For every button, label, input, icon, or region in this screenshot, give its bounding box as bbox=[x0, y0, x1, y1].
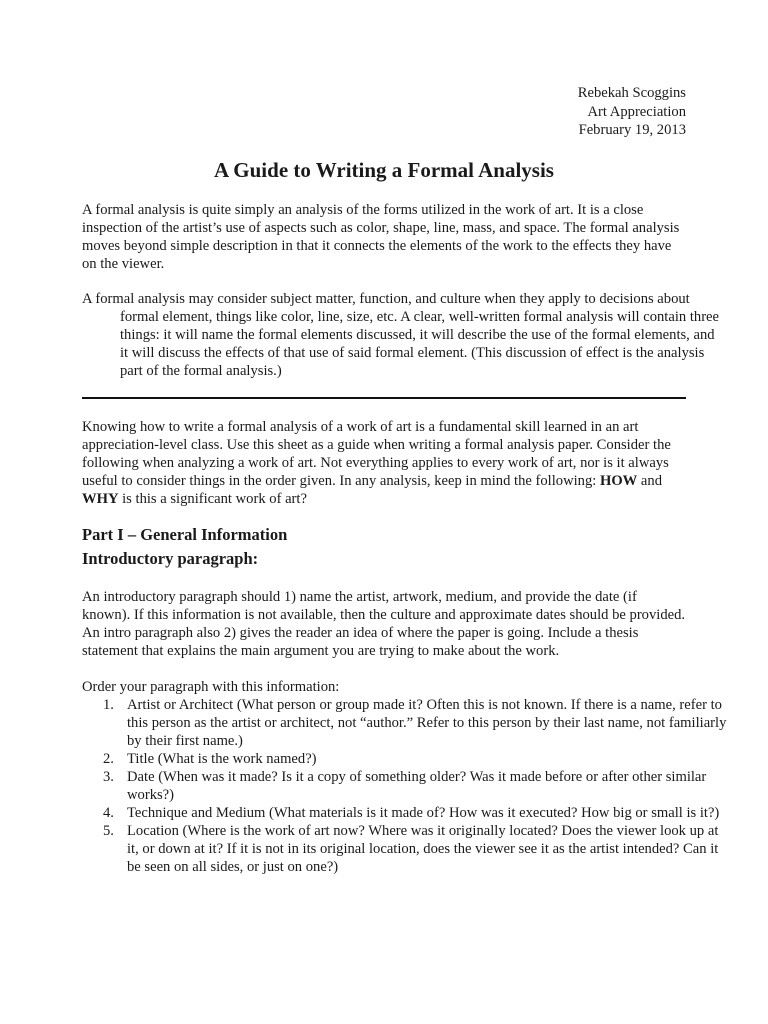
document-date: February 19, 2013 bbox=[578, 122, 686, 138]
guide-paragraph-text: Knowing how to write a formal analysis of a work of art is a fundamental skill learned in an art appreciation-level class. Use this sheet as a guide when writing a formal analysis paper. Consider the following when analyzing a work of art. Not everything applies to every work of art, nor is it always useful to consider things in the order given. In any analysis, keep in mind the following: bbox=[82, 419, 671, 489]
section-heading: Introductory paragraph: bbox=[82, 549, 259, 568]
list-item-text: Technique and Medium (What materials is it made of? How was it executed? How big or small is it?) bbox=[127, 805, 720, 821]
guide-paragraph-tail: is this a significant work of art? bbox=[118, 491, 307, 507]
list-item-text: Location (Where is the work of art now? Where was it originally located? Does the viewer look up at it, or down at it? If it is not in its original location, does the viewer see it as the artist intended? Can it be seen on all sides, or just on one?) bbox=[127, 823, 719, 875]
info-list bbox=[82, 696, 733, 876]
how-emphasis: HOW bbox=[599, 473, 638, 489]
section-paragraph: An introductory paragraph should 1) name the artist, artwork, medium, and provide the date (if known). If this information is not available, then the culture and approximate dates should be provided. An intro paragraph also 2) gives the reader an idea of where the paper is going. Include a thesis statement that explains the main argument you are trying to make about the work. bbox=[82, 589, 686, 659]
list-item bbox=[103, 768, 733, 804]
list-item bbox=[103, 822, 733, 876]
author-name: Rebekah Scoggins bbox=[577, 85, 686, 101]
list-item-text: Title (What is the work named?) bbox=[127, 751, 317, 767]
guide-paragraph-and: and bbox=[637, 473, 663, 489]
list-item bbox=[103, 804, 733, 822]
list-item-number: 4. bbox=[103, 805, 114, 821]
intro-paragraph-2: A formal analysis may consider subject matter, function, and culture when they apply to decisions about formal element, things like color, line, size, etc. A clear, well-written formal analysis will contain three things: it will name the formal elements discussed, it will describe the use of the formal elements, and it will discuss the effects of that use of said formal element. (This discussion of effect is the analysis part of the formal analysis.) bbox=[82, 291, 720, 379]
list-item-number: 5. bbox=[103, 823, 114, 839]
list-item-text: Artist or Architect (What person or group made it? Often this is not known. If there is a name, refer to this person as the artist or architect, not “author.” Refer to this person by their last name, not familiarly by their first name.) bbox=[127, 697, 727, 749]
section-divider bbox=[82, 397, 686, 399]
why-emphasis: WHY bbox=[82, 491, 119, 507]
list-item bbox=[103, 750, 733, 768]
list-item-number: 1. bbox=[103, 697, 114, 713]
list-item-number: 2. bbox=[103, 751, 114, 767]
intro-paragraph-1: A formal analysis is quite simply an analysis of the forms utilized in the work of art. It is a close inspection of the artist’s use of aspects such as color, shape, line, mass, and space. The formal analysis moves beyond simple description in that it connects the elements of the work to the effects they have on the viewer. bbox=[82, 202, 680, 272]
list-item-text: Date (When was it made? Is it a copy of something older? Was it made before or after other similar works?) bbox=[127, 769, 707, 803]
list-item-number: 3. bbox=[103, 769, 114, 785]
order-lead: Order your paragraph with this information: bbox=[82, 679, 340, 695]
list-item bbox=[103, 696, 733, 750]
course-name: Art Appreciation bbox=[587, 103, 686, 120]
document-title: A Guide to Writing a Formal Analysis bbox=[214, 158, 554, 182]
part-heading: Part I – General Information bbox=[82, 525, 288, 544]
guide-paragraph bbox=[82, 418, 688, 508]
author-header bbox=[578, 84, 686, 140]
